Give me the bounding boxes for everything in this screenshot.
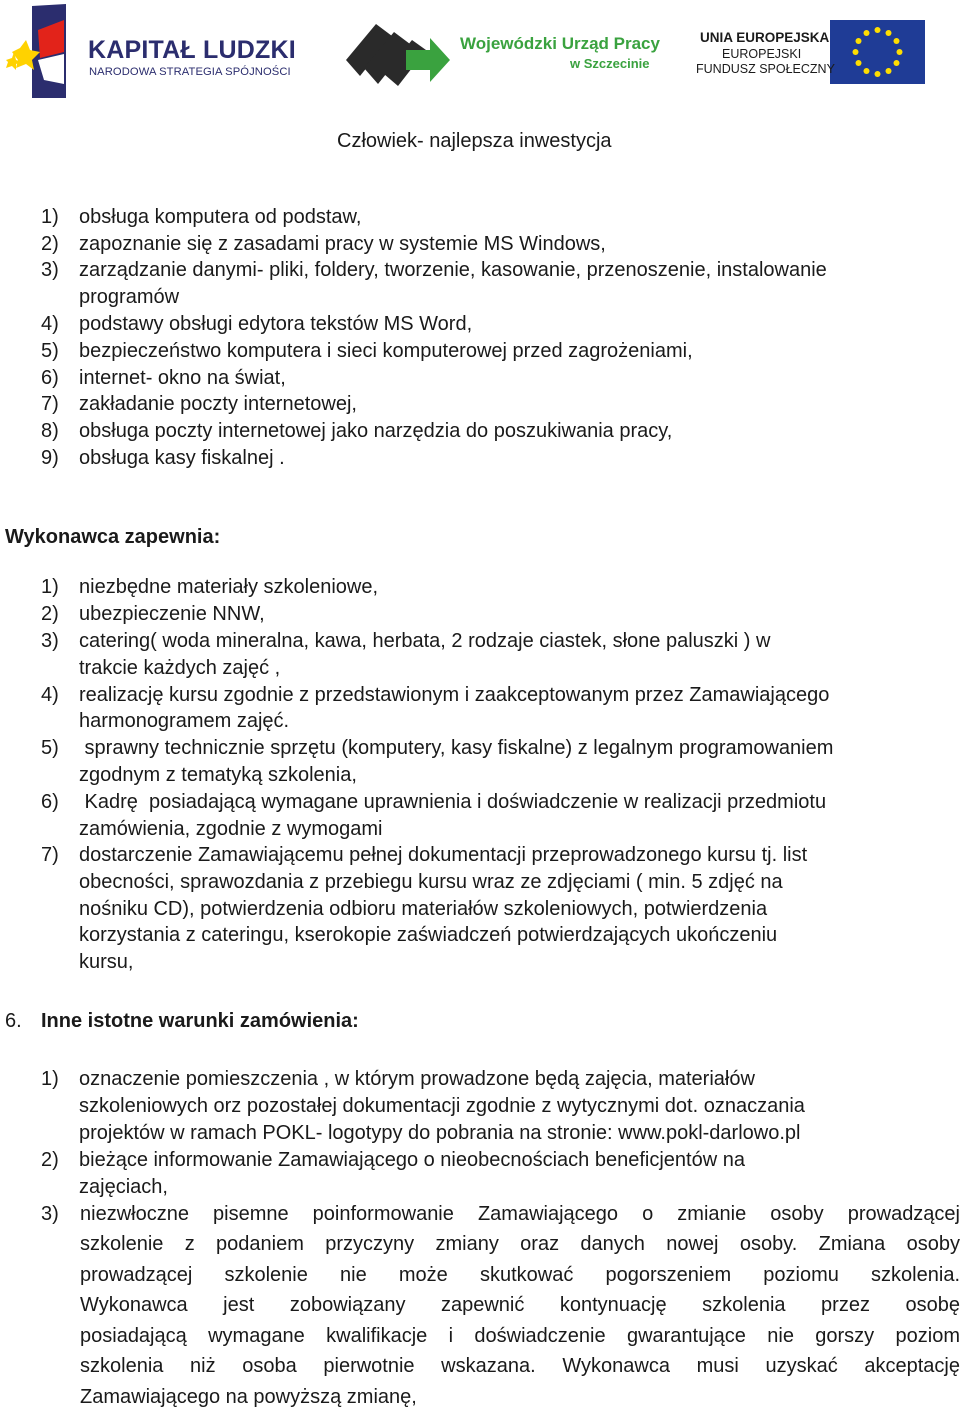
kapital-ludzki-emblem-icon <box>4 2 84 106</box>
list-item-number: 4) <box>41 684 59 706</box>
list-item-number: 8) <box>41 420 59 442</box>
kapital-ludzki-subtitle: NARODOWA STRATEGIA SPÓJNOŚCI <box>89 66 291 78</box>
list-item-continuation: Wykonawca jest zobowiązany zapewnić kontynuację szkolenia przez osobę <box>80 1294 960 1316</box>
list-item-continuation: nośniku CD), potwierdzenia odbioru materiałów szkoleniowych, potwierdzenia <box>79 898 768 920</box>
wup-title: Wojewódzki Urząd Pracy <box>460 34 660 53</box>
list-item-continuation: harmonogramem zajęć. <box>79 710 290 732</box>
list-item-continuation: posiadającą wymagane kwalifikacje i doświadczenie gwarantujące nie gorszy poziom <box>80 1325 960 1347</box>
list-item-continuation: zajęciach, <box>79 1176 168 1198</box>
eu-line3: FUNDUSZ SPOŁECZNY <box>696 62 835 76</box>
list-item: obsługa poczty internetowej jako narzędzia do poszukiwania pracy, <box>79 420 673 442</box>
eu-line2: EUROPEJSKI <box>722 47 802 61</box>
list-item: ubezpieczenie NNW, <box>79 603 265 625</box>
list-item-continuation: szkoleniowych orz pozostałej dokumentacji zgodnie z wytycznymi dot. oznaczania <box>79 1095 805 1117</box>
list-item-continuation: zgodnym z tematyką szkolenia, <box>79 764 357 786</box>
list-item: zarządzanie danymi- pliki, foldery, tworzenie, kasowanie, przenoszenie, instalowanie <box>79 259 827 281</box>
kapital-ludzki-logo <box>0 0 310 105</box>
list-item: realizację kursu zgodnie z przedstawionym i zaakceptowanym przez Zamawiającego <box>79 684 830 706</box>
list-item: obsługa kasy fiskalnej . <box>79 447 285 469</box>
list-item-number: 9) <box>41 447 59 469</box>
section-number: 6. <box>5 1010 22 1032</box>
list-item-continuation: Zamawiającego na powyższą zmianę, <box>80 1386 417 1408</box>
list-item: oznaczenie pomieszczenia , w którym prowadzone będą zajęcia, materiałów <box>79 1068 755 1090</box>
wup-emblem-icon <box>346 20 458 90</box>
list-item: obsługa komputera od podstaw, <box>79 206 362 228</box>
list-item-number: 3) <box>41 259 59 281</box>
list-item-number: 1) <box>41 1068 59 1090</box>
list-item-number: 1) <box>41 206 59 228</box>
list-item-continuation: korzystania z cateringu, kserokopie zaświadczeń potwierdzających ukończeniu <box>79 924 778 946</box>
kapital-ludzki-title: KAPITAŁ LUDZKI <box>88 36 296 64</box>
section-heading-contractor: Wykonawca zapewnia: <box>5 526 221 548</box>
list-item-continuation: zamówienia, zgodnie z wymogami <box>79 818 383 840</box>
page-title: Człowiek- najlepsza inwestycja <box>337 130 612 152</box>
wup-subtitle: w Szczecinie <box>570 56 650 71</box>
list-item: zakładanie poczty internetowej, <box>79 393 357 415</box>
list-item-continuation: kursu, <box>79 951 134 973</box>
list-item: dostarczenie Zamawiającemu pełnej dokumentacji przeprowadzonego kursu tj. list <box>79 844 808 866</box>
list-item-number: 2) <box>41 603 59 625</box>
list-item-number: 5) <box>41 737 59 759</box>
list-item-number: 3) <box>41 630 59 652</box>
list-item: zapoznanie się z zasadami pracy w systemie MS Windows, <box>79 233 606 255</box>
list-item-number: 1) <box>41 576 59 598</box>
list-item-number: 7) <box>41 393 59 415</box>
list-item-continuation: trakcie każdych zajęć , <box>79 657 281 679</box>
list-item-number: 4) <box>41 313 59 335</box>
list-item: catering( woda mineralna, kawa, herbata, 2 rodzaje ciastek, słone paluszki ) w <box>79 630 771 652</box>
list-item-number: 6) <box>41 791 59 813</box>
list-item-continuation: projektów w ramach POKL- logotypy do pobrania na stronie: www.pokl-darlowo.pl <box>79 1122 801 1144</box>
list-item-continuation: szkolenia niż osoba pierwotnie wskazana. Wykonawca musi uzyskać akceptację <box>80 1355 960 1377</box>
eu-line1: UNIA EUROPEJSKA <box>700 30 830 45</box>
list-item-continuation: szkolenie z podaniem przyczyny zmiany oraz danych nowej osoby. Zmiana osoby <box>80 1233 960 1255</box>
list-item-continuation: obecności, sprawozdania z przebiegu kursu wraz ze zdjęciami ( min. 5 zdjęć na <box>79 871 783 893</box>
list-item: niezwłoczne pisemne poinformowanie Zamawiającego o zmianie osoby prowadzącej <box>80 1203 960 1225</box>
list-item-continuation: prowadzącej szkolenie nie może skutkować pogorszeniem poziomu szkolenia. <box>80 1264 960 1286</box>
eu-flag-icon <box>830 20 925 84</box>
list-item: bieżące informowanie Zamawiającego o nieobecnościach beneficjentów na <box>79 1149 745 1171</box>
list-item: internet- okno na świat, <box>79 367 286 389</box>
list-item: niezbędne materiały szkoleniowe, <box>79 576 379 598</box>
list-item: bezpieczeństwo komputera i sieci komputerowej przed zagrożeniami, <box>79 340 693 362</box>
list-item-number: 5) <box>41 340 59 362</box>
list-item: podstawy obsługi edytora tekstów MS Word, <box>79 313 473 335</box>
list-item-number: 7) <box>41 844 59 866</box>
list-item-number: 6) <box>41 367 59 389</box>
list-item-number: 2) <box>41 233 59 255</box>
list-item-number: 2) <box>41 1149 59 1171</box>
section-heading-other-conditions: Inne istotne warunki zamówienia: <box>41 1010 359 1032</box>
page-header <box>0 0 960 110</box>
list-item-continuation: programów <box>79 286 180 308</box>
list-item: Kadrę posiadającą wymagane uprawnienia i doświadczenie w realizacji przedmiotu <box>79 791 827 813</box>
list-item: sprawny technicznie sprzętu (komputery, kasy fiskalne) z legalnym programowaniem <box>79 737 834 759</box>
list-item-number: 3) <box>41 1203 59 1225</box>
